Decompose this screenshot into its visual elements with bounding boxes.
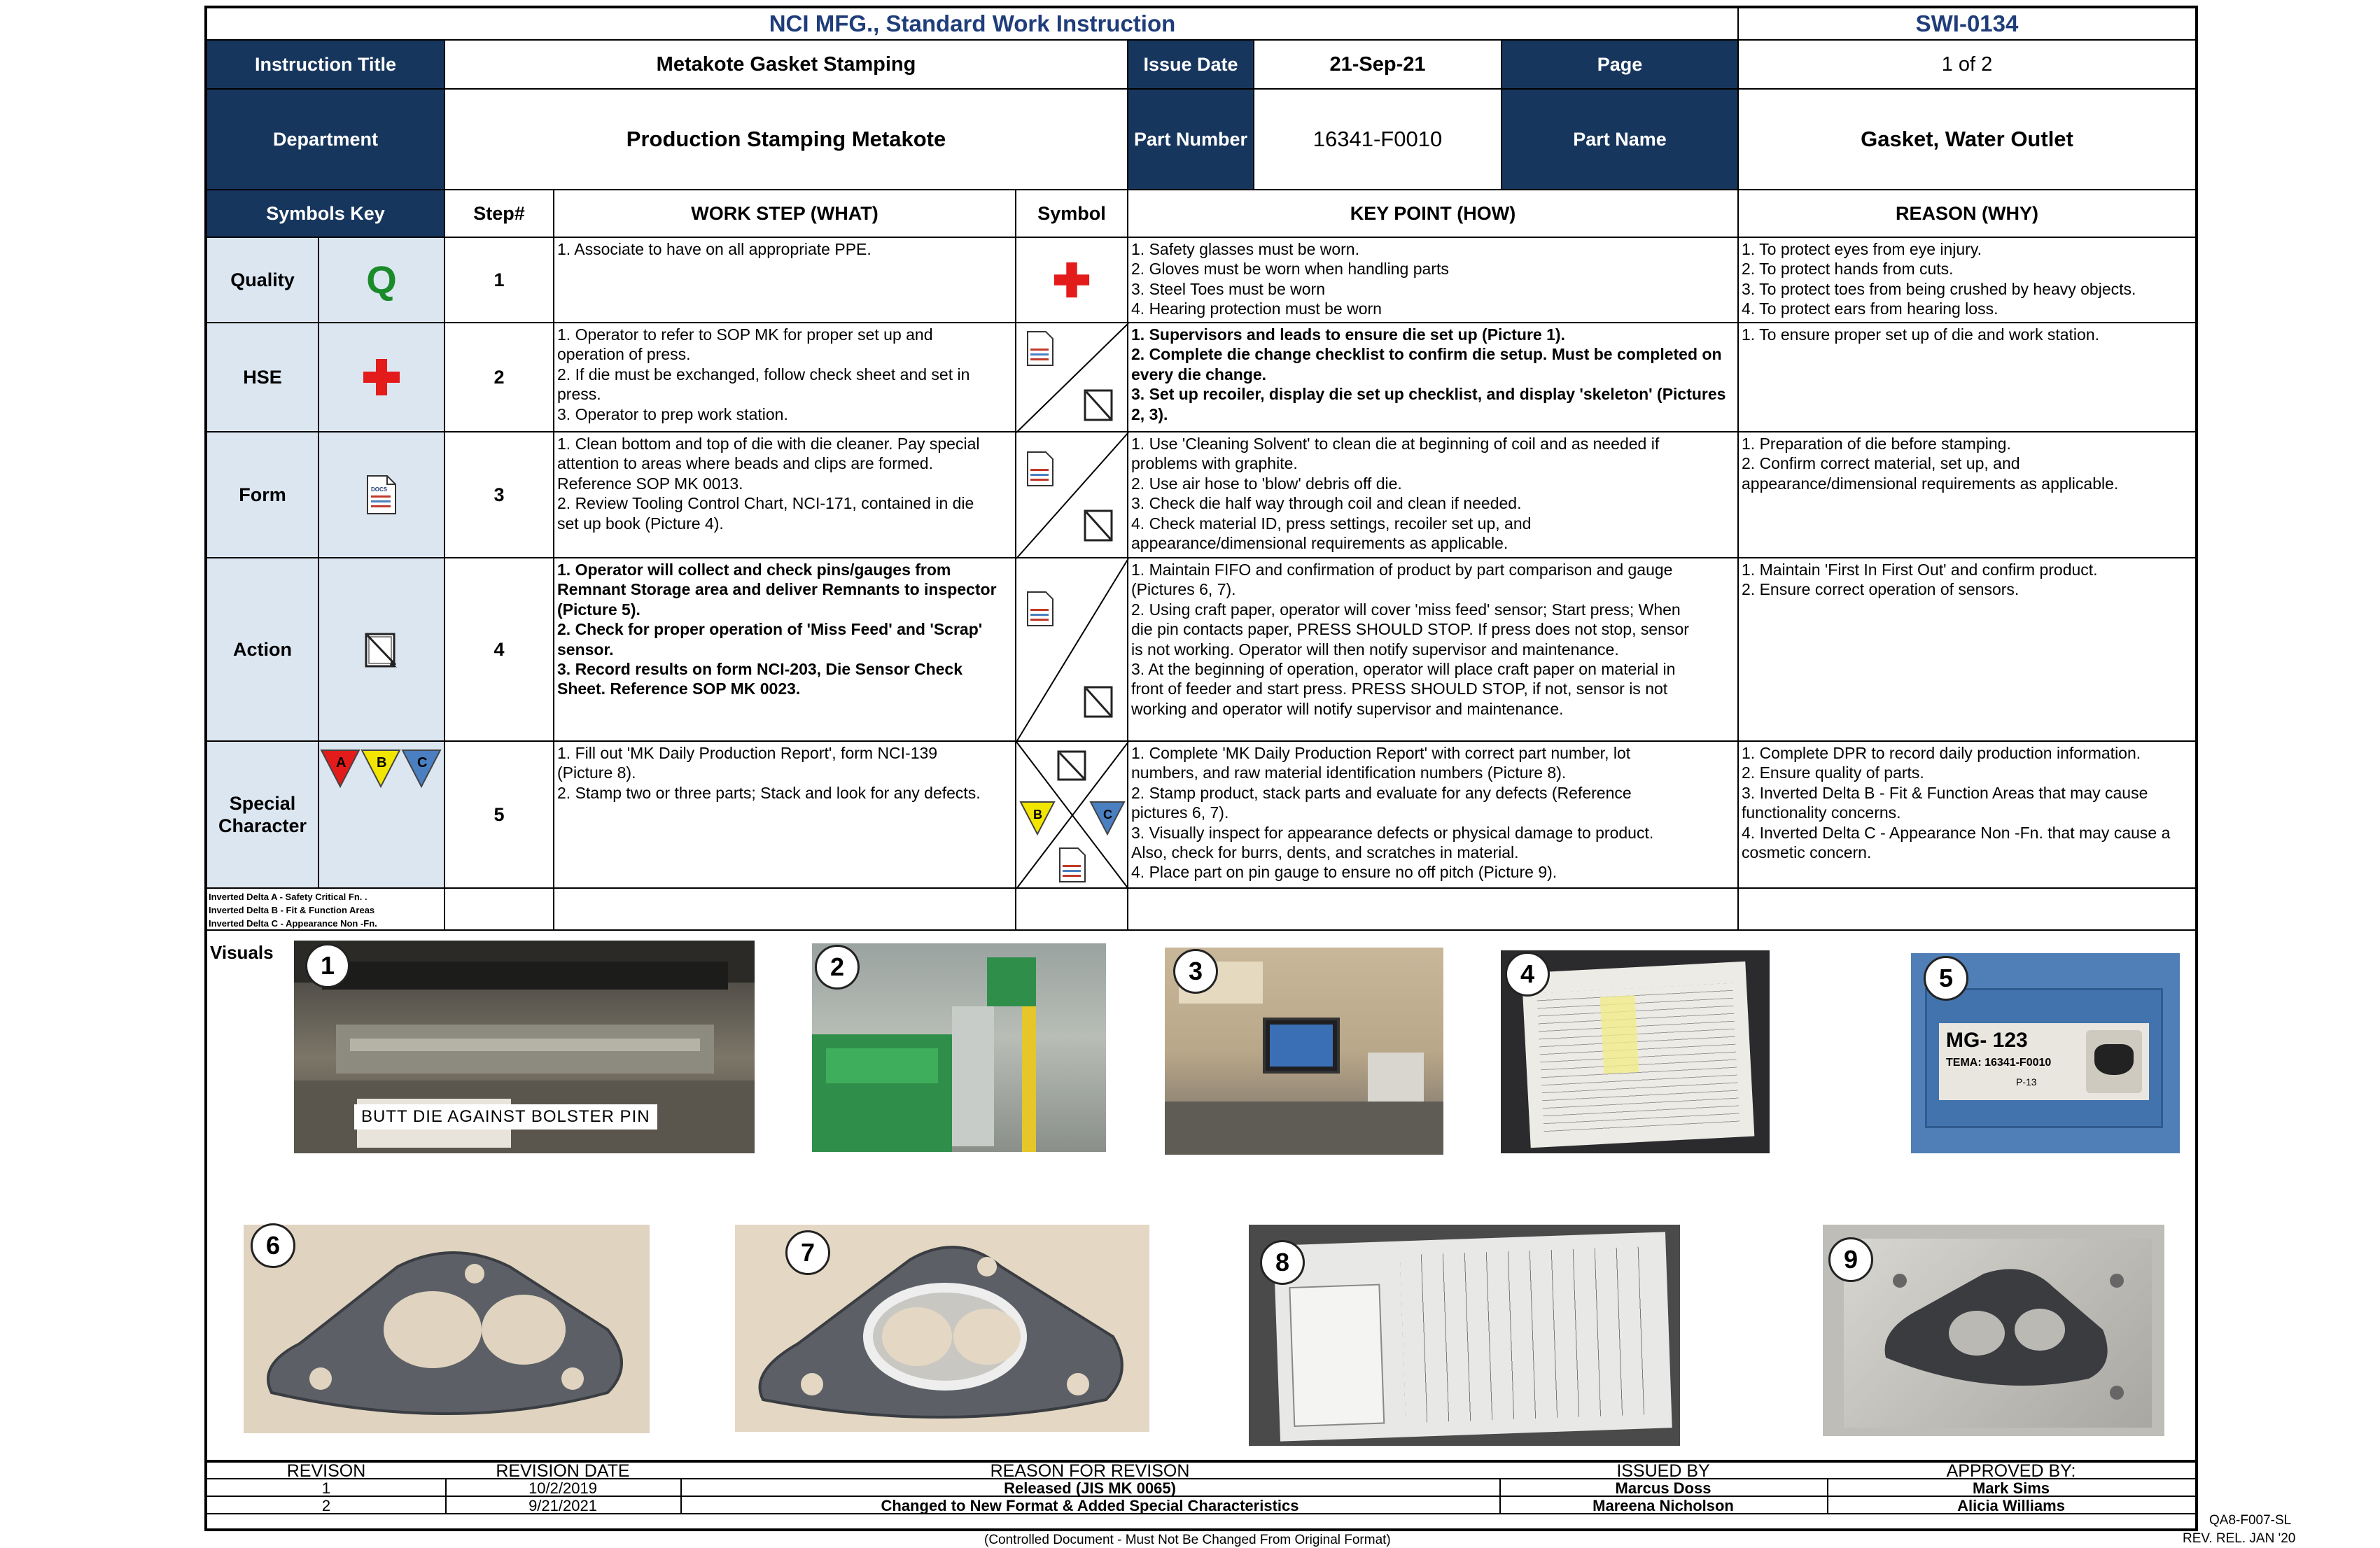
symbol-special-icon-cell xyxy=(319,742,445,889)
form-id: QA8-F007-SL xyxy=(2209,1513,2292,1528)
special-delta-icons xyxy=(320,747,443,789)
part-name: Gasket, Water Outlet xyxy=(1739,90,2195,190)
form-docs-icon xyxy=(366,474,397,515)
symbol-quality-label: Quality xyxy=(207,238,319,323)
department: Production Stamping Metakote xyxy=(445,90,1128,190)
revision-cell: 9/21/2021 xyxy=(528,1497,597,1514)
symbol-hse-label: HSE xyxy=(207,323,319,432)
special-label-line2: Character xyxy=(218,815,307,836)
visuals-label: Visuals xyxy=(210,942,274,963)
part-name-label: Part Name xyxy=(1502,90,1739,190)
symbol-special-label-cell xyxy=(207,742,319,889)
reason-text: 1. Complete DPR to record daily production information. 2. Ensure quality of parts. 3. Inverted Delta B - Fit & Function Areas that may cause functionality concerns. 4. Inverted Delta C - Appearance Non -Fn. that may cause a cosmetic concern. xyxy=(1739,742,2195,889)
step-number: 2 xyxy=(445,323,554,432)
symbol-header: Symbol xyxy=(1016,190,1128,238)
picture-badge: 7 xyxy=(785,1230,830,1275)
controlled-document-note: (Controlled Document - Must Not Be Changed From Original Format) xyxy=(984,1533,1391,1547)
reason-text: 1. Preparation of die before stamping. 2. Confirm correct material, set up, and appearance/dimensional requirements as applicable. xyxy=(1739,432,2195,558)
empty-cell xyxy=(1128,889,1739,931)
revision-header: APPROVED BY: xyxy=(1946,1461,2076,1481)
work-step-text: 1. Fill out 'MK Daily Production Report', form NCI-139 (Picture 8). 2. Stamp two or three parts; Stack and look for any defects. xyxy=(554,742,1016,889)
part-number-label: Part Number xyxy=(1128,90,1254,190)
picture-9 xyxy=(1823,1225,2164,1436)
picture-5-line2: TEMA: 16341-F0010 xyxy=(1946,1057,2052,1069)
picture-badge: 5 xyxy=(1924,956,1968,1001)
page-label: Page xyxy=(1502,41,1739,90)
empty-cell xyxy=(554,889,1016,931)
symbol-cell xyxy=(1016,323,1128,432)
picture-badge: 1 xyxy=(305,943,350,988)
revision-header: REVISON xyxy=(286,1461,366,1481)
checklist-icon xyxy=(1085,511,1112,540)
revision-header: REASON FOR REVISON xyxy=(990,1461,1190,1481)
step-header: Step# xyxy=(445,190,554,238)
docs-icon xyxy=(1028,592,1053,626)
symbol-cell xyxy=(1016,238,1128,323)
reason-text: 1. To ensure proper set up of die and work station. xyxy=(1739,323,2195,432)
gasket-shape xyxy=(1823,1225,2164,1436)
revision-cell: 2 xyxy=(321,1497,331,1514)
picture-badge: 4 xyxy=(1505,952,1550,997)
revision-cell: 10/2/2019 xyxy=(528,1479,597,1497)
picture-badge: 3 xyxy=(1173,949,1218,994)
hse-cross-icon xyxy=(1053,261,1091,299)
step-number: 1 xyxy=(445,238,554,323)
picture-6 xyxy=(244,1225,650,1433)
revision-cell: Marcus Doss xyxy=(1615,1479,1712,1497)
hse-cross-icon xyxy=(362,358,401,397)
svg-text:C: C xyxy=(417,755,428,771)
work-step-header: WORK STEP (WHAT) xyxy=(554,190,1016,238)
work-step-text: 1. Operator will collect and check pins/gauges from Remnant Storage area and deliver Remnants to inspector (Picture 5). 2. Check for proper operation of 'Miss Feed' and 'Scrap' sensor. 3. Record results on form NCI-203, Die Sensor Check Sheet. Reference SOP MK 0023. xyxy=(554,558,1016,742)
symbol-split xyxy=(1016,558,1128,742)
picture-5-line1: MG- 123 xyxy=(1946,1029,2028,1052)
symbols-key-header: Symbols Key xyxy=(207,190,445,238)
legend-line: Inverted Delta A - Safety Critical Fn. . xyxy=(209,892,368,902)
picture-badge: 2 xyxy=(815,945,860,990)
revision-cell: 1 xyxy=(321,1479,331,1497)
rev-rel: REV. REL. JAN '20 xyxy=(2183,1531,2296,1546)
reason-text: 1. To protect eyes from eye injury. 2. To protect hands from cuts. 3. To protect toes from being crushed by heavy objects. 4. To protect ears from hearing loss. xyxy=(1739,238,2195,323)
svg-text:A: A xyxy=(336,755,346,771)
symbol-action-icon-cell xyxy=(319,558,445,742)
symbol-form-icon-cell xyxy=(319,432,445,558)
department-label: Department xyxy=(207,90,445,190)
empty-cell xyxy=(1739,889,2195,931)
docs-icon xyxy=(1060,848,1085,882)
work-step-text: 1. Associate to have on all appropriate PPE. xyxy=(554,238,1016,323)
symbol-cell xyxy=(1016,742,1128,889)
key-point-header: KEY POINT (HOW) xyxy=(1128,190,1739,238)
step-number: 3 xyxy=(445,432,554,558)
action-checklist-icon xyxy=(363,630,400,669)
picture-8 xyxy=(1249,1225,1680,1446)
legend-cell xyxy=(207,889,445,931)
key-point-text: 1. Use 'Cleaning Solvent' to clean die at beginning of coil and as needed if problems with graphite. 2. Use air hose to 'blow' debris off die. 3. Check die half way through coil and clean if needed. 4. Check material ID, press settings, recoiler set up, and appearance/dimensional requirements as applicable. xyxy=(1128,432,1739,558)
key-point-text: 1. Complete 'MK Daily Production Report' with correct part number, lot numbers, and raw material identification numbers (Picture 8). 2. Stamp product, stack parts and evaluate for any defects (Reference pictures 6, 7). 3. Visually inspect for appearance defects or physical damage to product. Also, check for burrs, dents, and scratches in material. 4. Place part on pin gauge to ensure no off pitch (Picture 9). xyxy=(1128,742,1739,889)
revision-cell: Mareena Nicholson xyxy=(1592,1497,1734,1514)
reason-text: 1. Maintain 'First In First Out' and confirm product. 2. Ensure correct operation of sensors. xyxy=(1739,558,2195,742)
svg-text:B: B xyxy=(377,755,387,771)
reason-header: REASON (WHY) xyxy=(1739,190,2195,238)
legend-line: Inverted Delta B - Fit & Function Areas xyxy=(209,905,375,915)
symbol-split xyxy=(1016,323,1128,432)
picture-1 xyxy=(294,941,755,1153)
picture-badge: 8 xyxy=(1260,1240,1305,1285)
key-point-text: 1. Safety glasses must be worn. 2. Gloves must be worn when handling parts 3. Steel Toes must be worn 4. Hearing protection must be worn xyxy=(1128,238,1739,323)
revision-header: REVISION DATE xyxy=(496,1461,630,1481)
svg-text:B: B xyxy=(1033,808,1042,822)
picture-5-line3: P-13 xyxy=(2016,1076,2037,1088)
empty-cell xyxy=(1016,889,1128,931)
document-title: NCI MFG., Standard Work Instruction xyxy=(207,8,1739,41)
checklist-icon xyxy=(1085,390,1112,420)
part-number: 16341-F0010 xyxy=(1254,90,1502,190)
symbol-action-label: Action xyxy=(207,558,319,742)
picture-1-caption: BUTT DIE AGAINST BOLSTER PIN xyxy=(354,1104,657,1130)
quality-q-icon: Q xyxy=(366,258,397,302)
key-point-text: 1. Supervisors and leads to ensure die set up (Picture 1). 2. Complete die change checklist to confirm die setup. Must be completed on every die change. 3. Set up recoiler, display die set up checklist, and display 'skeleton' (Pictures 2, 3). xyxy=(1128,323,1739,432)
checklist-icon xyxy=(1058,752,1085,780)
symbol-x-split xyxy=(1016,742,1128,889)
delta-c-icon xyxy=(1091,802,1124,834)
symbol-hse-icon-cell xyxy=(319,323,445,432)
revision-cell: Alicia Williams xyxy=(1957,1497,2065,1514)
symbol-cell xyxy=(1016,558,1128,742)
doc-number: SWI-0134 xyxy=(1739,8,2195,41)
page-value: 1 of 2 xyxy=(1739,41,2195,90)
svg-text:C: C xyxy=(1103,808,1112,822)
revision-cell: Changed to New Format & Added Special Characteristics xyxy=(881,1497,1299,1514)
symbol-split xyxy=(1016,432,1128,558)
svg-text:DOCS: DOCS xyxy=(371,486,388,493)
checklist-icon xyxy=(1085,687,1112,717)
gasket-shape xyxy=(244,1225,650,1433)
docs-icon xyxy=(1028,332,1053,365)
issue-date-label: Issue Date xyxy=(1128,41,1254,90)
instruction-title-label: Instruction Title xyxy=(207,41,445,90)
symbol-form-label: Form xyxy=(207,432,319,558)
symbol-cell xyxy=(1016,432,1128,558)
delta-b-icon xyxy=(1021,802,1054,834)
work-step-text: 1. Operator to refer to SOP MK for proper set up and operation of press. 2. If die must be exchanged, follow check sheet and set in press. 3. Operator to prep work station. xyxy=(554,323,1016,432)
picture-badge: 6 xyxy=(251,1223,295,1268)
empty-cell xyxy=(445,889,554,931)
issue-date: 21-Sep-21 xyxy=(1254,41,1502,90)
legend-line: Inverted Delta C - Appearance Non -Fn. xyxy=(209,918,377,929)
work-step-text: 1. Clean bottom and top of die with die cleaner. Pay special attention to areas where beads and clips are formed. Reference SOP MK 0013. 2. Review Tooling Control Chart, NCI-171, contained in die set up book (Picture 4). xyxy=(554,432,1016,558)
docs-icon xyxy=(1028,452,1053,486)
step-number: 5 xyxy=(445,742,554,889)
symbol-quality-icon-cell xyxy=(319,238,445,323)
revision-header: ISSUED BY xyxy=(1616,1461,1710,1481)
special-label-line1: Special xyxy=(229,793,296,814)
picture-badge: 9 xyxy=(1828,1237,1873,1282)
revision-cell: Released (JIS MK 0065) xyxy=(1004,1479,1176,1497)
step-number: 4 xyxy=(445,558,554,742)
key-point-text: 1. Maintain FIFO and confirmation of product by part comparison and gauge (Pictures 6, 7). 2. Using craft paper, operator will cover 'miss feed' sensor; Start press; When die pin contacts paper, PRESS SHOULD STOP. If press does not stop, sensor is not working. Operator will then notify supervisor and maintenance. 3. At the beginning of operation, operator will place craft paper on material in front of feeder and start press. PRESS SHOULD STOP, if not, sensor is not working and operator will notify supervisor and maintenance. xyxy=(1128,558,1739,742)
revision-cell: Mark Sims xyxy=(1972,1479,2050,1497)
instruction-title: Metakote Gasket Stamping xyxy=(445,41,1128,90)
